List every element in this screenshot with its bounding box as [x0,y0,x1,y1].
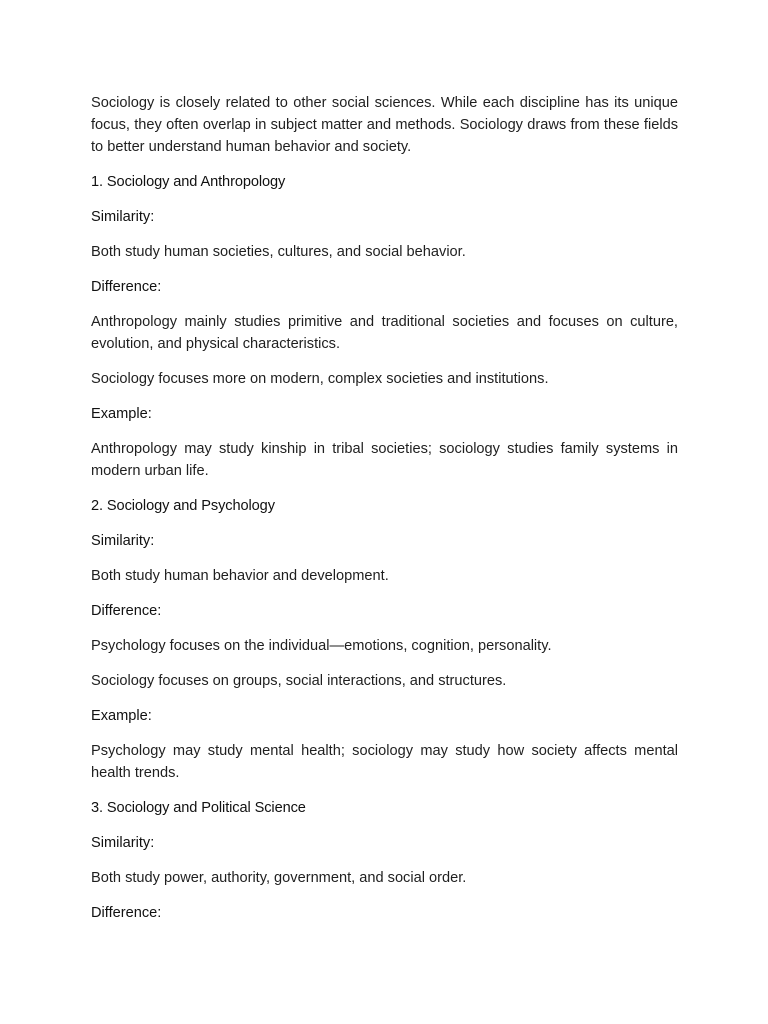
difference-label-text: Difference [91,279,158,295]
difference-label-text: Difference [91,603,158,619]
difference-text: Sociology focuses on groups, social interactions, and structures. [91,673,507,689]
difference-label [91,600,678,622]
difference-text: Anthropology mainly studies primitive and traditional societies and focuses on culture, evolution, and physical characteristics. [91,314,678,352]
label-colon: : [150,533,155,549]
example-text: Anthropology may study kinship in tribal societies; sociology studies family systems in modern urban life. [91,441,678,479]
example-text: Psychology may study mental health; sociology may study how society affects mental health trends. [91,743,678,781]
section-heading-psychology: 2. Sociology and Psychology [91,498,275,514]
similarity-label-text: Similarity [91,835,151,851]
similarity-text: Both study human societies, cultures, and social behavior. [91,244,466,260]
difference-label [91,276,678,298]
similarity-text: Both study power, authority, government, and social order. [91,870,467,886]
difference-text: Psychology focuses on the individual—emotions, cognition, personality. [91,638,552,654]
label-colon: : [147,406,152,422]
label-colon: : [157,603,162,619]
document-page [91,92,678,937]
section-heading-political-science: 3. Sociology and Political Science [91,800,306,816]
difference-label [91,902,678,924]
similarity-label-text: Similarity [91,209,151,225]
example-label-text: Example [91,406,148,422]
label-colon: : [150,209,155,225]
label-colon: : [157,905,162,921]
similarity-label-text: Similarity [91,533,151,549]
example-label [91,705,678,727]
difference-text: Sociology focuses more on modern, complex societies and institutions. [91,371,549,387]
similarity-text: Both study human behavior and development. [91,568,389,584]
intro-paragraph: Sociology is closely related to other social sciences. While each discipline has its unique focus, they often overlap in subject matter and methods. Sociology draws from these fields to better understand human behavior and society. [91,95,678,155]
similarity-label [91,530,678,552]
similarity-label [91,206,678,228]
difference-label-text: Difference [91,905,158,921]
example-label-text: Example [91,708,148,724]
label-colon: : [147,708,152,724]
label-colon: : [150,835,155,851]
example-label [91,403,678,425]
section-heading-anthropology: 1. Sociology and Anthropology [91,174,286,190]
label-colon: : [157,279,162,295]
similarity-label [91,832,678,854]
